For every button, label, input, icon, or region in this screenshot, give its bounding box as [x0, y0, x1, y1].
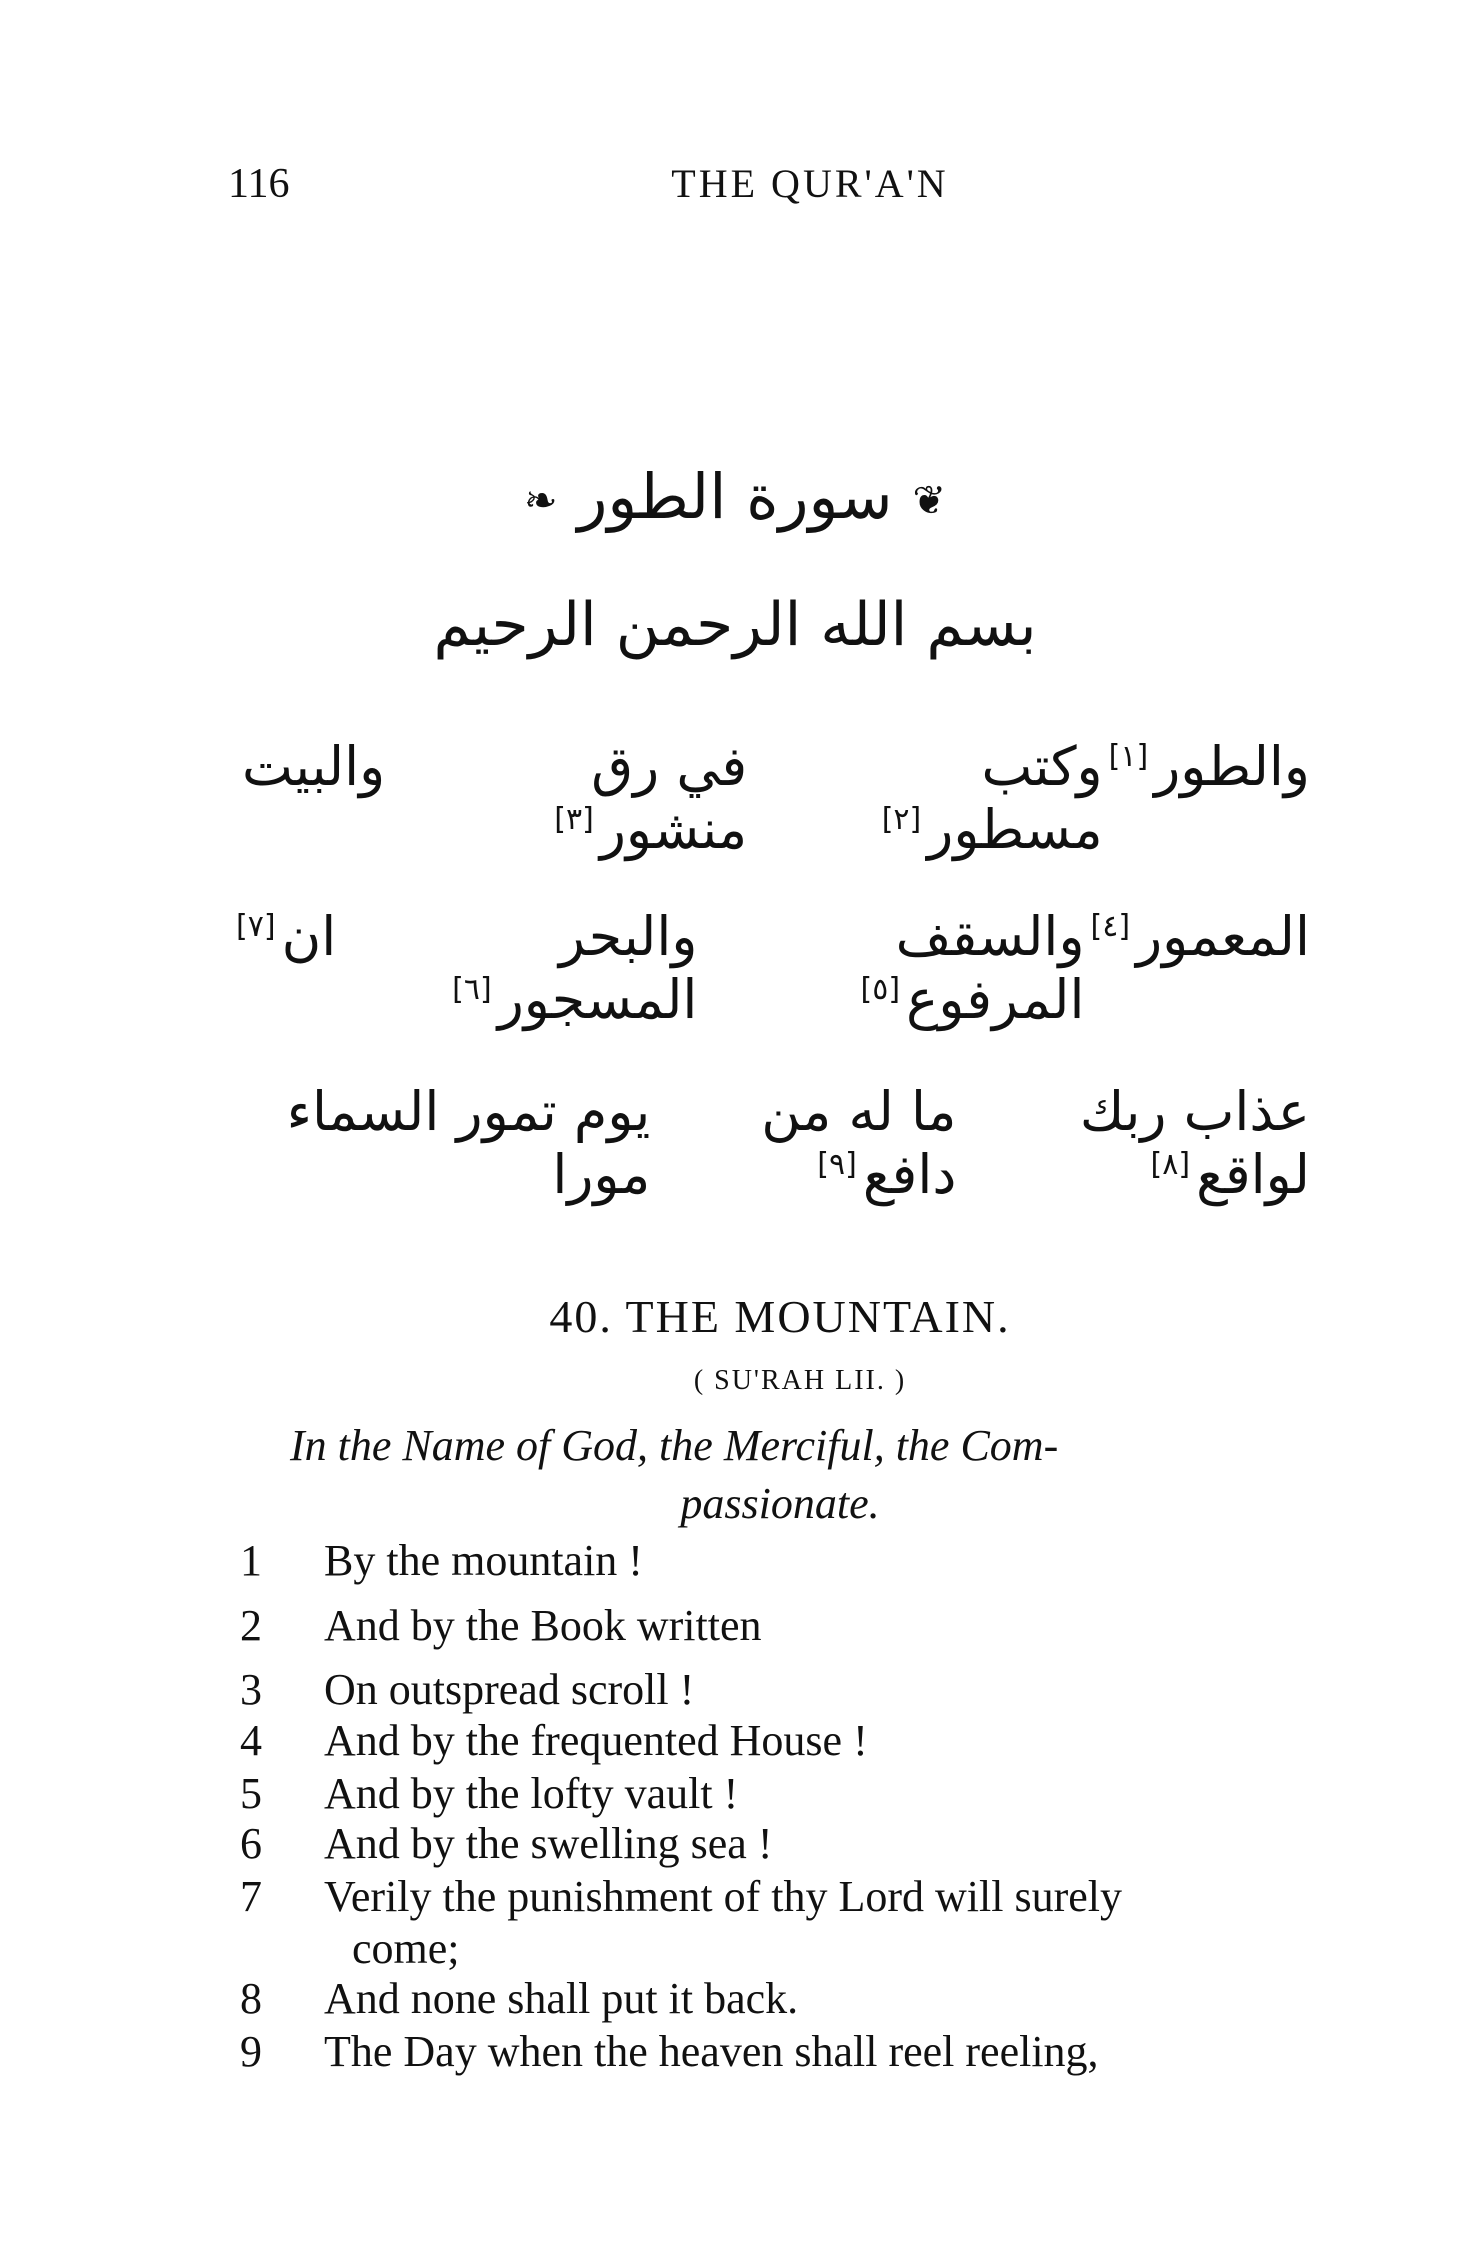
verse: 2 And by the Book written: [240, 1601, 762, 1650]
page-number: 116: [228, 161, 290, 207]
section-subtitle: ( SU'RAH LII. ): [693, 1365, 907, 1396]
arabic-verse: ان[٧]: [236, 905, 337, 968]
invocation-line-2: passionate.: [680, 1479, 880, 1528]
verse-continuation: come;: [352, 1924, 460, 1973]
arabic-bismillah: بسم الله الرحمن الرحيم: [433, 590, 1037, 660]
verse: 4 And by the frequented House !: [240, 1716, 868, 1765]
arabic-verse: المعمور[٤]: [1090, 905, 1310, 968]
verse: 1 By the mountain !: [240, 1536, 643, 1585]
arabic-row: [230, 735, 1310, 861]
verse: 6 And by the swelling sea !: [240, 1819, 773, 1868]
arabic-verse: يوم تمور السماء مورا: [286, 1080, 651, 1206]
arabic-verse: والبيت: [242, 735, 386, 798]
arabic-verse: والسقف المرفوع[٥]: [860, 905, 1085, 1031]
ornament-icon: ❦: [912, 477, 947, 524]
verse: 5 And by the lofty vault !: [240, 1769, 739, 1818]
verse: 8 And none shall put it back.: [240, 1974, 799, 2023]
arabic-verse: والبحر المسجور[٦]: [452, 905, 698, 1031]
arabic-row: [230, 905, 1310, 1031]
arabic-verse: والطور[١]: [1108, 735, 1310, 798]
arabic-surah-title-text: سورة الطور: [577, 460, 893, 533]
arabic-verse: في رق منشور[٣]: [554, 735, 748, 861]
arabic-surah-title: [0, 460, 1470, 533]
ornament-icon: ❧: [523, 477, 558, 524]
arabic-verse: وكتب مسطور[٢]: [881, 735, 1103, 861]
running-title: THE QUR'A'N: [671, 161, 949, 206]
verse: 9 The Day when the heaven shall reel reeling,: [240, 2027, 1099, 2076]
arabic-verse: عذاب ربك لواقع[٨]: [1079, 1080, 1310, 1206]
section-title: 40. THE MOUNTAIN.: [549, 1291, 1011, 1342]
invocation-line-1: In the Name of God, the Merciful, the Com-: [290, 1421, 1059, 1470]
verse: 3 On outspread scroll !: [240, 1665, 695, 1714]
arabic-verse: ما له من دافع[٩]: [761, 1080, 957, 1206]
arabic-row: [230, 1080, 1310, 1206]
verse: 7 Verily the punishment of thy Lord will surely: [240, 1872, 1122, 1921]
